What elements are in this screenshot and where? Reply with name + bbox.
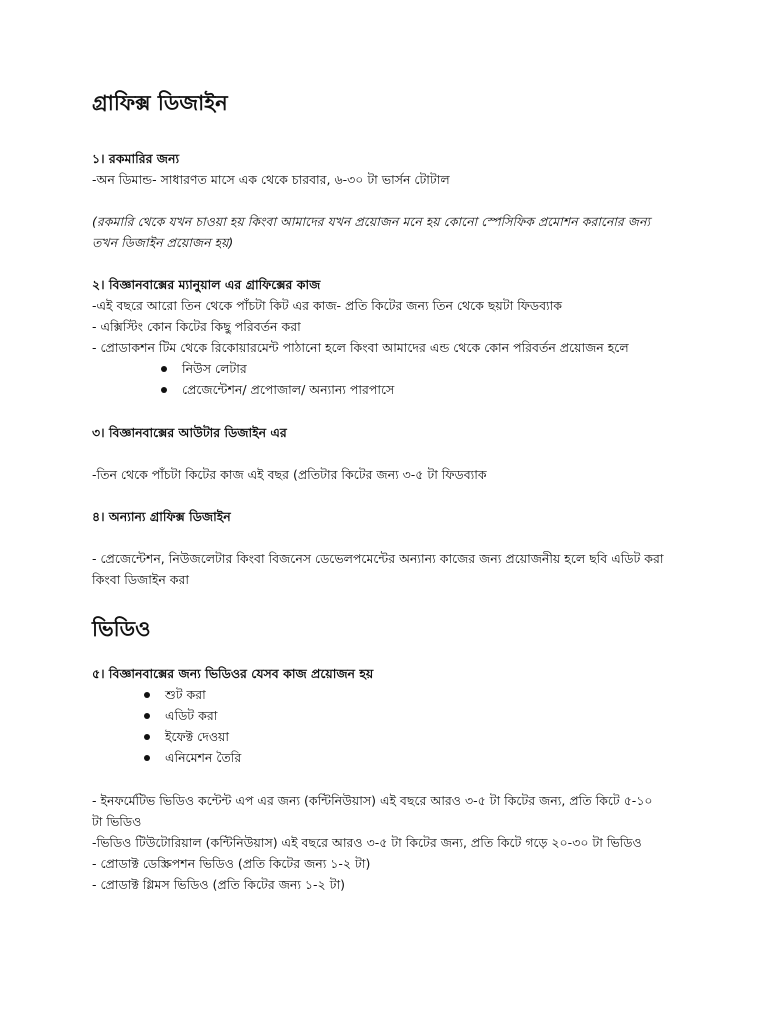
bullet-icon [161, 366, 167, 372]
list-item-text: নিউস লেটার [182, 361, 247, 376]
section-1-line-1: -অন ডিমান্ড- সাধারণত মাসে এক থেকে চারবার, ৬-৩০ টা ভার্সন টোটাল [92, 172, 450, 187]
bullet-icon [161, 387, 167, 393]
list-item-text: প্রেজেন্টেশন/ প্রপোজাল/ অন্যান্য পারপাসে [182, 382, 395, 397]
section-4-line-1: - প্রেজেন্টেশন, নিউজলেটার কিংবা বিজনেস ডেভেলপমেন্টের অন্যান্য কাজের জন্য প্রয়োজনীয় হলে ছবি এডিট করা [92, 551, 664, 566]
list-item-text: ইফেক্ট দেওয়া [165, 729, 230, 744]
section-5-line-4: - প্রোডাক্ট ডেস্ক্রিপশন ভিডিও (প্রতি কিটের জন্য ১-২ টা) [92, 856, 371, 871]
section-5-heading: ৫। বিজ্ঞানবাক্সের জন্য ভিডিওর যেসব কাজ প্রয়োজন হয় [92, 666, 374, 681]
section-5-line-1: - ইনফর্মেটিভ ভিডিও কন্টেন্ট এপ এর জন্য (কন্টিনিউয়াস) এই বছরে আরও ৩-৫ টা কিটের জন্য, প্রতি কিটে ৫-১০ [92, 793, 653, 808]
section-5-line-3: -ভিডিও টিউটোরিয়াল (কন্টিনিউয়াস) এই বছরে আরও ৩-৫ টা কিটের জন্য, প্রতি কিটে গড়ে ২০-৩০ টা ভিডিও [92, 835, 642, 850]
section-5-line-5: - প্রোডাক্ট গ্লিমস ভিডিও (প্রতি কিটের জন্য ১-২ টা) [92, 877, 345, 892]
bullet-icon [144, 734, 150, 740]
bullet-icon [144, 692, 150, 698]
list-item-text: এনিমেশন তৈরি [165, 750, 242, 765]
section-2-line-1: -এই বছরে আরো তিন থেকে পাঁচটা কিট এর কাজ- প্রতি কিটের জন্য তিন থেকে ছয়টা ফিডব্যাক [92, 298, 563, 313]
graphics-design-title: গ্রাফিক্স ডিজাইন [92, 91, 228, 115]
list-item-text: এডিট করা [165, 708, 218, 723]
section-1-heading: ১। রকমারির জন্য [92, 151, 180, 166]
section-2-line-2: - এক্সিস্টিং কোন কিটের কিছু পরিবর্তন করা [92, 319, 301, 334]
section-1-note-1: (রকমারি থেকে যখন চাওয়া হয় কিংবা আমাদের যখন প্রয়োজন মনে হয় কোনো স্পেসিফিক প্রমোশন করানোর জন্য [92, 214, 651, 229]
section-5-line-2: টা ভিডিও [92, 814, 142, 829]
section-1-note-2: তখন ডিজাইন প্রয়োজন হয়) [92, 235, 234, 250]
bullet-icon [144, 755, 150, 761]
section-4-heading: ৪। অন্যান্য গ্রাফিক্স ডিজাইন [92, 509, 231, 524]
section-2-line-3: - প্রোডাকশন টিম থেকে রিকোয়ারমেন্ট পাঠানো হলে কিংবা আমাদের এন্ড থেকে কোন পরিবর্তন প্রয়োজন হলে [92, 340, 629, 355]
list-item-text: শুট করা [165, 687, 206, 702]
section-3-line-1: -তিন থেকে পাঁচটা কিটের কাজ এই বছর (প্রতিটার কিটের জন্য ৩-৫ টা ফিডব্যাক [92, 467, 487, 482]
bullet-icon [144, 713, 150, 719]
section-4-line-2: কিংবা ডিজাইন করা [92, 572, 190, 587]
video-title: ভিডিও [92, 617, 151, 641]
section-3-heading: ৩। বিজ্ঞানবাক্সের আউটার ডিজাইন এর [92, 425, 287, 440]
section-2-heading: ২। বিজ্ঞানবাক্সের ম্যানুয়াল এর গ্রাফিক্সের কাজ [92, 277, 321, 292]
